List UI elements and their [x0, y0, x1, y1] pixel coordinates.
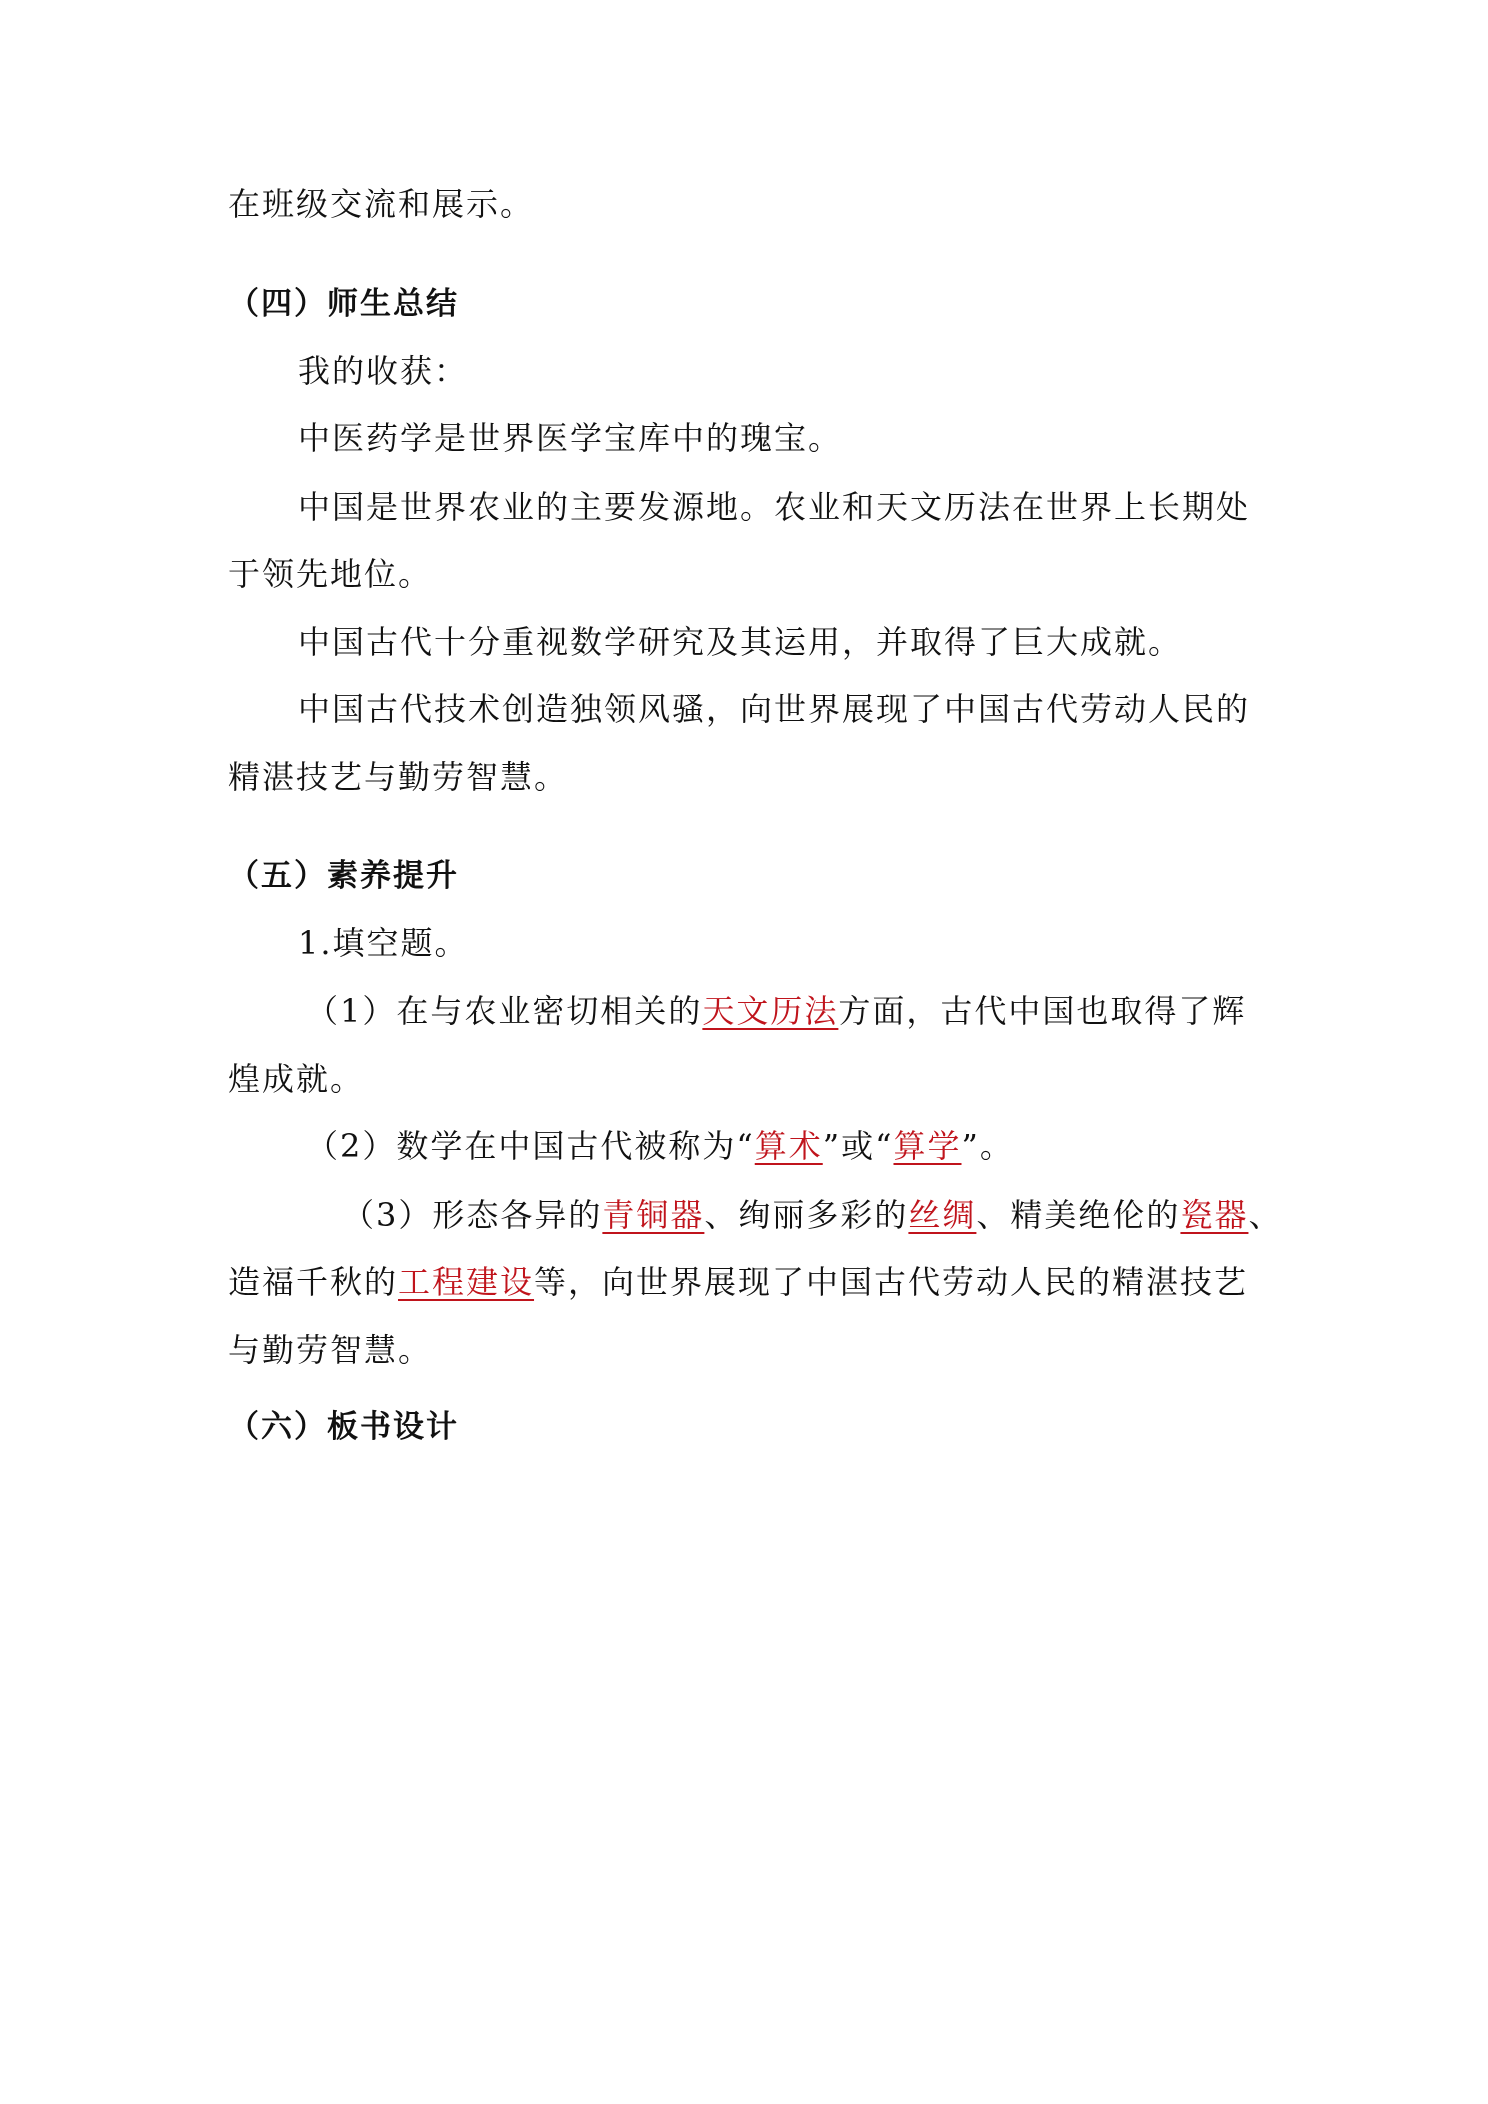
paragraph-intro: 在班级交流和展示。	[228, 185, 535, 223]
question-2-answer-2: 算学	[893, 1127, 962, 1165]
question-2	[306, 1124, 1014, 1168]
question-2-post: ”。	[961, 1127, 1014, 1165]
question-1-answer: 天文历法	[702, 992, 839, 1030]
question-2-mid: ”或“	[822, 1127, 894, 1165]
question-3-answer-1: 青铜器	[602, 1196, 705, 1234]
question-2-answer-1: 算术	[754, 1127, 823, 1165]
section-5-heading: （五）素养提升	[228, 858, 459, 894]
question-3-answer-2: 丝绸	[908, 1196, 977, 1234]
summary-sentence-4-line-2: 精湛技艺与勤劳智慧。	[228, 758, 569, 796]
summary-sentence-4-line-1: 中国古代技术创造独领风骚，向世界展现了中国古代劳动人民的	[298, 690, 1251, 728]
question-3-line-2-pre: 造福千秋的	[228, 1263, 399, 1301]
question-1-line-1	[306, 989, 1246, 1033]
question-3-text-1: 、绚丽多彩的	[704, 1196, 909, 1234]
section-6-heading: （六）板书设计	[228, 1409, 459, 1445]
summary-sentence-2-line-1: 中国是世界农业的主要发源地。农业和天文历法在世界上长期处	[298, 488, 1251, 526]
summary-sentence-3: 中国古代十分重视数学研究及其运用，并取得了巨大成就。	[298, 623, 1183, 661]
question-2-pre: （2）数学在中国古代被称为“	[306, 1127, 755, 1165]
section-4-heading: （四）师生总结	[228, 286, 459, 322]
question-1-post: 方面，古代中国也取得了辉	[838, 992, 1247, 1030]
question-3-line-1	[342, 1193, 1282, 1237]
question-3-pre: （3）形态各异的	[342, 1196, 603, 1234]
question-3-line-2-post: 等，向世界展现了中国古代劳动人民的精湛技艺	[534, 1263, 1249, 1301]
question-3-answer-4: 工程建设	[398, 1263, 535, 1301]
fill-blank-title: 1.填空题。	[298, 924, 469, 962]
summary-sentence-1: 中医药学是世界医学宝库中的瑰宝。	[298, 419, 843, 457]
question-3-text-2: 、精美绝伦的	[976, 1196, 1181, 1234]
question-1-pre: （1）在与农业密切相关的	[306, 992, 703, 1030]
question-3-text-3: 、	[1248, 1196, 1283, 1234]
summary-sentence-2-line-2: 于领先地位。	[228, 555, 433, 593]
question-3-answer-3: 瓷器	[1180, 1196, 1249, 1234]
my-gain-label: 我的收获：	[298, 352, 469, 390]
question-1-line-2: 煌成就。	[228, 1060, 365, 1098]
question-3-line-2	[228, 1260, 1248, 1304]
question-3-line-3: 与勤劳智慧。	[228, 1331, 433, 1369]
